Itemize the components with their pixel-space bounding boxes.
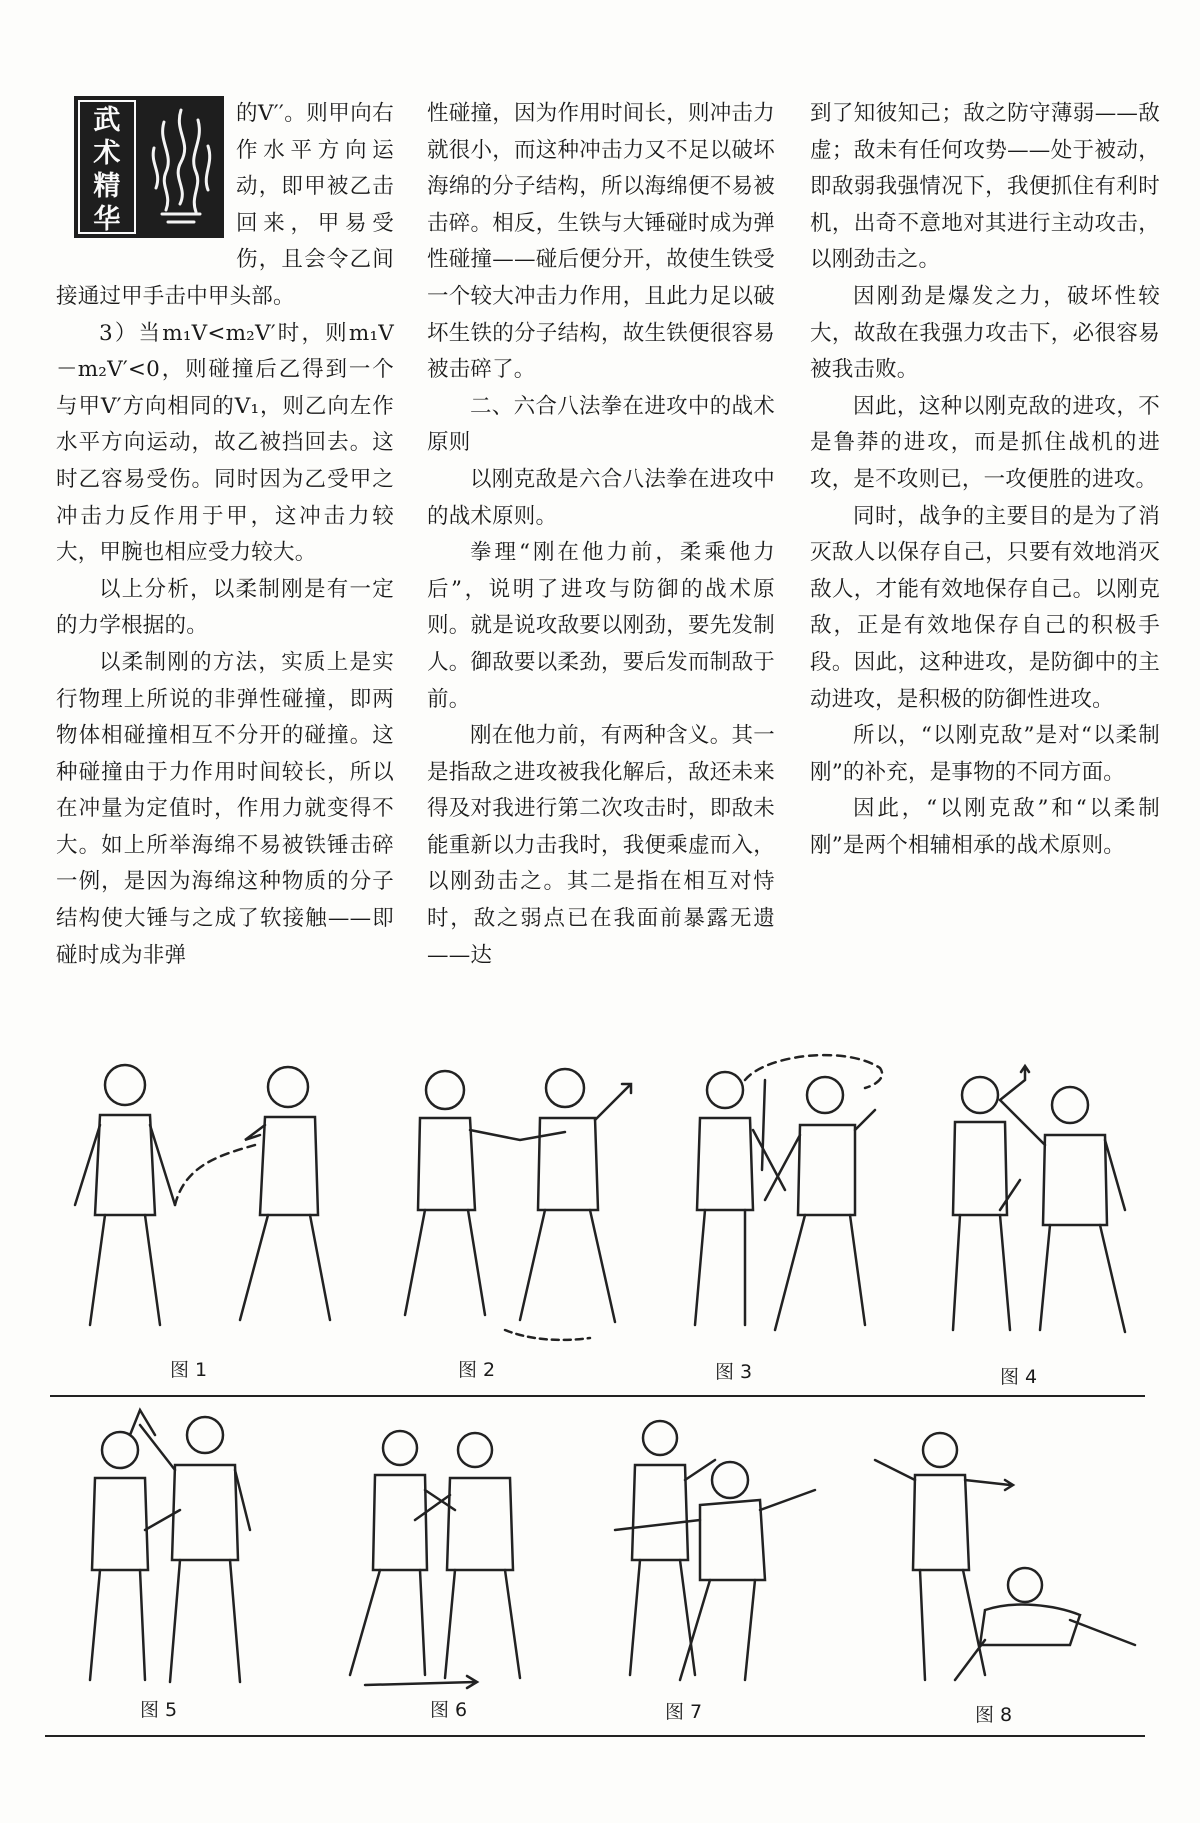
paragraph: 以柔制刚的方法，实质上是实行物理上所说的非弹性碰撞，即两物体相碰撞相互不分开的碰撞。这种碰撞由于力作用时间较长，所以在冲量为定值时，作用力就变得不大。如上所举海绵不易被铁锤击碎一例，是因为海绵这种物质的分子结构使大锤与之成了软接触——即碰时成为非弹 xyxy=(56,649,394,968)
figure-caption: 图 8 xyxy=(975,1704,1013,1726)
text-column-1 xyxy=(56,96,394,974)
divider xyxy=(45,1735,1145,1737)
paragraph: 所以，“以刚克敌”是对“以柔制刚”的补充，是事物的不同方面。 xyxy=(810,723,1160,785)
paragraph: 因此，“以刚克敌”和“以柔制刚”是两个相辅相承的战术原则。 xyxy=(810,796,1160,858)
section-logo xyxy=(74,96,224,238)
paragraph: 的V′′。则甲向右作水平方向运动，即甲被乙击回来，甲易受伤，且会令乙间接通过甲手击中甲头部。 xyxy=(56,101,394,309)
paragraph: 因此，这种以刚克敌的进攻，不是鲁莽的进攻，而是抓住战机的进攻，是不攻则已，一攻便胜的进攻。 xyxy=(810,393,1160,492)
paragraph: 到了知彼知己；敌之防守薄弱——敌虚；敌未有任何攻势——处于被动，即敌弱我强情况下，我便抓住有利时机，出奇不意地对其进行主动攻击，以刚劲击之。 xyxy=(810,101,1160,273)
paragraph: 拳理“刚在他力前，柔乘他力后”，说明了进攻与防御的战术原则。就是说攻敌要以刚劲，要先发制人。御敌要以柔劲，要后发而制敌于前。 xyxy=(427,540,775,712)
paragraph: 3）当m₁V<m₂V′时，则m₁V－m₂V′<0，则碰撞后乙得到一个与甲V′方向相同的V₁，则乙向左作水平方向运动，故乙被挡回去。这时乙容易受伤。同时因为乙受甲之冲击力反作用于甲，这冲击力较大，甲腕也相应受力较大。 xyxy=(56,320,394,566)
logo-text: 武 术 精 华 xyxy=(78,100,136,234)
divider xyxy=(50,1395,1145,1397)
figure-caption: 图 1 xyxy=(170,1359,208,1381)
paragraph: 以刚克敌是六合八法拳在进攻中的战术原则。 xyxy=(427,466,775,529)
figure-caption: 图 2 xyxy=(458,1359,496,1381)
section-heading: 二、六合八法拳在进攻中的战术原则 xyxy=(427,393,775,456)
figure-caption: 图 3 xyxy=(715,1361,753,1383)
figure-3-illustration xyxy=(665,1050,895,1350)
text-column-2 xyxy=(427,96,775,974)
figure-caption: 图 6 xyxy=(430,1699,468,1721)
figure-1-illustration xyxy=(60,1055,360,1345)
figure-caption: 图 4 xyxy=(1000,1366,1038,1388)
figure-caption: 图 5 xyxy=(140,1699,178,1721)
flame-icon xyxy=(144,102,218,232)
paragraph: 因刚劲是爆发之力，破坏性较大，故敌在我强力攻击下，必很容易被我击败。 xyxy=(810,283,1160,383)
figure-8-illustration xyxy=(865,1430,1155,1690)
paragraph: 同时，战争的主要目的是为了消灭敌人以保存自己，只要有效地消灭敌人，才能有效地保存自己。以刚克敌，正是有效地保存自己的积极手段。因此，这种进攻，是防御中的主动进攻，是积极的防御性进攻。 xyxy=(810,503,1160,712)
figure-4-illustration xyxy=(925,1060,1160,1350)
paragraph: 刚在他力前，有两种含义。其一是指敌之进攻被我化解后，敌还未来得及对我进行第二次攻击时，即敌未能重新以力击我时，我便乘虚而入，以刚劲击之。其二是指在相互对恃时，敌之弱点已在我面前暴露无遗——达 xyxy=(427,723,775,968)
paragraph: 以上分析，以柔制刚是有一定的力学根据的。 xyxy=(56,576,394,639)
figure-2-illustration xyxy=(390,1060,650,1350)
figure-6-illustration xyxy=(345,1420,570,1690)
figure-5-illustration xyxy=(80,1400,300,1690)
figure-caption: 图 7 xyxy=(665,1701,703,1723)
text-column-3 xyxy=(810,96,1160,864)
paragraph: 性碰撞，因为作用时间长，则冲击力就很小，而这种冲击力又不足以破坏海绵的分子结构，所以海绵便不易被击碎。相反，生铁与大锤碰时成为弹性碰撞——碰后便分开，故使生铁受一个较大冲击力作用，且此力足以破坏生铁的分子结构，故生铁便很容易被击碎了。 xyxy=(427,101,775,383)
figure-7-illustration xyxy=(600,1410,820,1690)
